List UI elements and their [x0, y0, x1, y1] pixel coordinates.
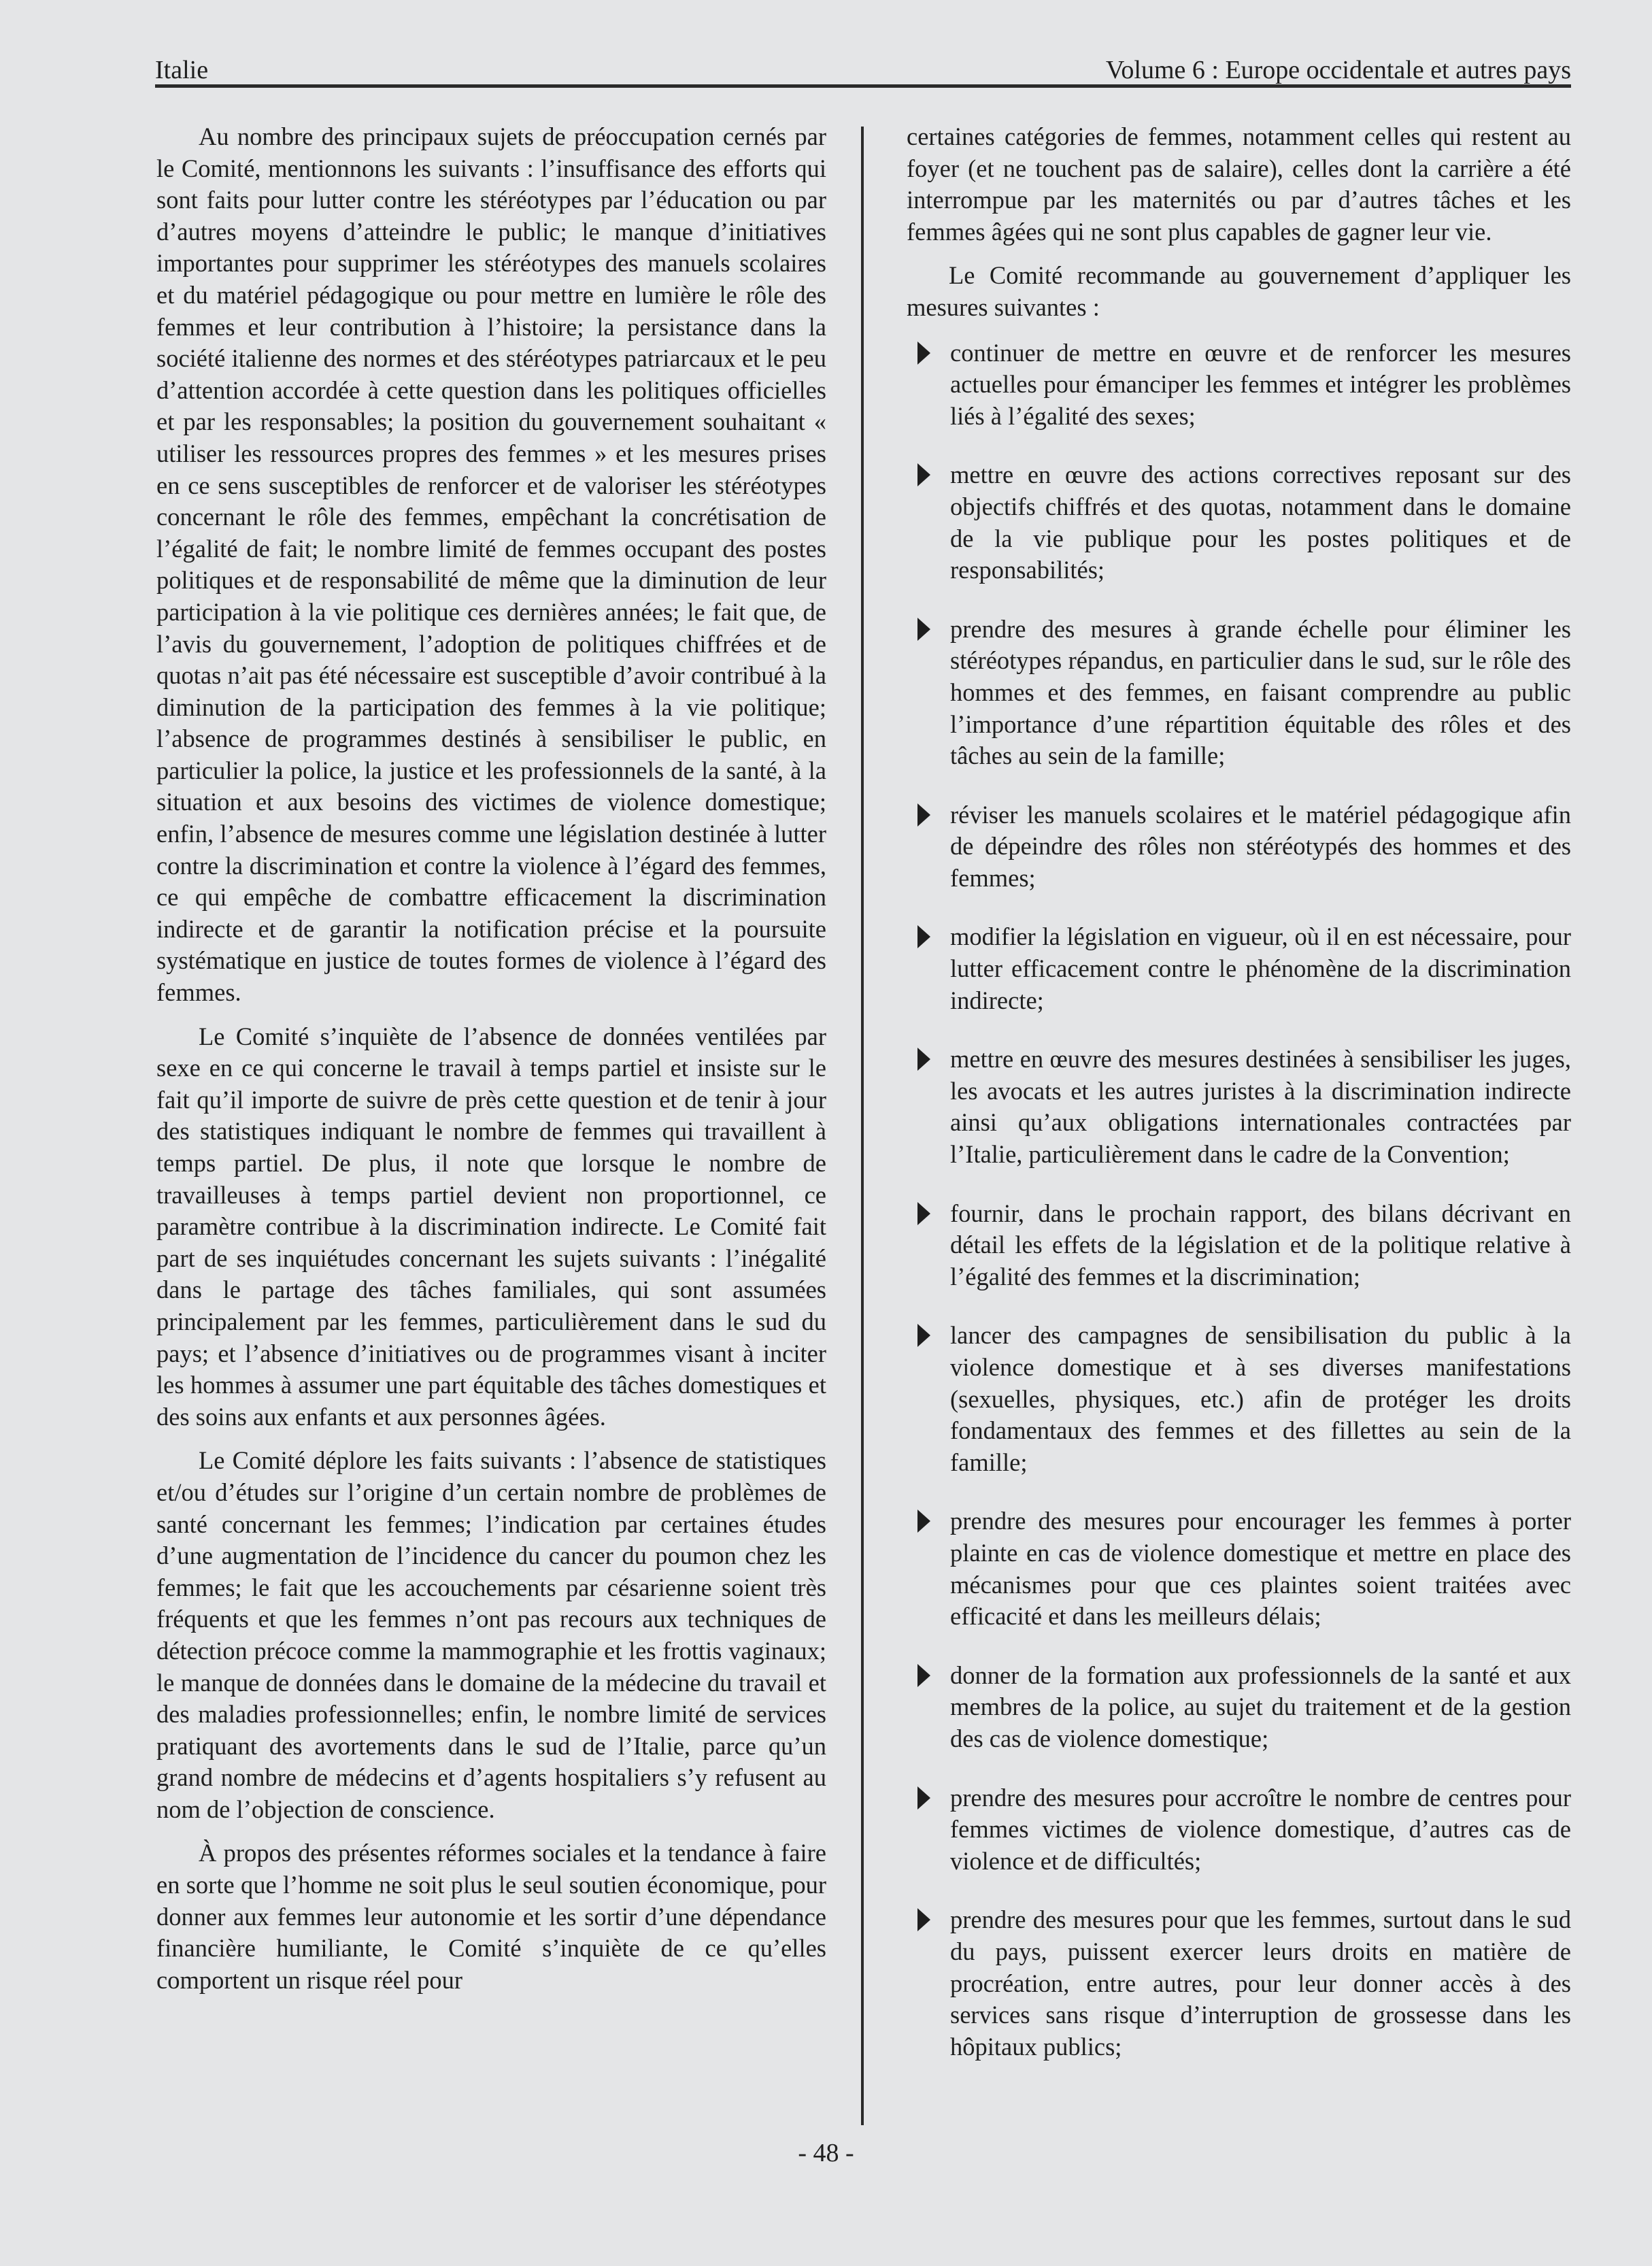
list-item — [907, 1904, 1571, 2063]
page-number: - 48 - — [798, 2139, 854, 2167]
recommendation-list — [907, 337, 1571, 2063]
list-item — [907, 459, 1571, 586]
list-item — [907, 1198, 1571, 1293]
list-item — [907, 1044, 1571, 1170]
list-item — [907, 614, 1571, 772]
column-divider — [861, 127, 864, 2125]
triangle-right-icon — [917, 1786, 930, 1810]
list-item-text: réviser les manuels scolaires et le matériel pédagogique afin de dépeindre des rôles non stéréotypés des hommes et des femmes; — [950, 800, 1571, 892]
triangle-right-icon — [917, 803, 930, 827]
triangle-right-icon — [917, 618, 930, 641]
list-item-text: prendre des mesures à grande échelle pour éliminer les stéréotypes répandus, en particulier dans le sud, sur le rôle des hommes et des femmes, en faisant comprendre au public l’importance d’une répartition équitable des rôles et des tâches au sein de la famille; — [950, 614, 1571, 770]
paragraph: À propos des présentes réformes sociales et la tendance à faire en sorte que l’homme ne soit plus le seul soutien économique, pour donner aux femmes leur autonomie et les sortir d’une dépendance financière humiliante, le Comité s’inquiète de ce qu’elles comportent un risque réel pour — [156, 1839, 826, 1994]
header-country: Italie — [155, 56, 209, 84]
right-column — [907, 121, 1571, 2090]
header-rule — [155, 84, 1571, 88]
paragraph-continuation: certaines catégories de femmes, notamment celles qui restent au foyer (et ne touchent pas de salaire), celles dont la carrière a été interrompue par les maternités ou par d’autres tâches et les femmes âgées qui ne sont plus capables de gagner leur vie. — [907, 122, 1571, 246]
paragraph: Au nombre des principaux sujets de préoccupation cernés par le Comité, mentionnons les suivants : l’insuffisance des efforts qui sont faits pour lutter contre les stéréotypes par l’éducation ou par d’autres moyens d’atteindre le public; le manque d’initiatives importantes pour supprimer les stéréotypes des manuels scolaires et du matériel pédagogique ou pour mettre en lumière le rôle des femmes et leur contribution à l’histoire; la persistance dans la société italienne des normes et des stéréotypes patriarcaux et le peu d’attention accordée à cette question dans les politiques officielles et par les responsables; la position du gouvernement souhaitant « utiliser les ressources propres des femmes » et les mesures prises en ce sens susceptibles de renforcer et de valoriser les stéréotypes concernant le rôle des femmes, empêchant la concrétisation de l’égalité de fait; le nombre limité de femmes occupant des postes politiques et de responsabilité de même que la diminution de leur participation à la vie politique ces dernières années; le fait que, de l’avis du gouvernement, l’adoption de politiques chiffrées et de quotas n’ait pas été nécessaire est susceptible d’avoir contribué à la diminution de la participation des femmes à la vie politique; l’absence de programmes destinés à sensibiliser le public, en particulier la police, la justice et les professionnels de la santé, à la situation et aux besoins des victimes de violence domestique; enfin, l’absence de mesures comme une législation destinée à lutter contre la discrimination et contre la violence à l’égard des femmes, ce qui empêche de combattre efficacement la discrimination indirecte et de garantir la notification précise et la poursuite systématique en justice de toutes formes de violence à l’égard des femmes. — [156, 122, 826, 1007]
list-item-text: mettre en œuvre des mesures destinées à sensibiliser les juges, les avocats et les autres juristes à la discrimination indirecte ainsi qu’aux obligations internationales contractées par l’Italie, particulièrement dans le cadre de la Convention; — [950, 1045, 1571, 1169]
paragraph: Le Comité déplore les faits suivants : l’absence de statistiques et/ou d’études sur l’origine d’un certain nombre de problèmes de santé concernant les femmes; l’indication par certaines études d’une augmentation de l’incidence du cancer du poumon chez les femmes; le fait que les accouchements par césarienne soient très fréquents et que les femmes n’ont pas recours aux techniques de détection précoce comme la mammographie et les frottis vaginaux; le manque de données dans le domaine de la médecine du travail et des maladies professionnelles; enfin, le nombre limité de services pratiquant des avortements dans le sud de l’Italie, parce qu’un grand nombre de médecins et d’agents hospitaliers s’y refusent au nom de l’objection de conscience. — [156, 1446, 826, 1823]
list-item-text: donner de la formation aux professionnels de la santé et aux membres de la police, au sujet du traitement et de la gestion des cas de violence domestique; — [950, 1661, 1571, 1752]
list-item — [907, 337, 1571, 433]
paragraph: Le Comité s’inquiète de l’absence de données ventilées par sexe en ce qui concerne le travail à temps partiel et insiste sur le fait qu’il importe de suivre de près cette question et de tenir à jour des statistiques indiquant le nombre de femmes qui travaillent à temps partiel. De plus, il note que lorsque le nombre de travailleuses à temps partiel devient non proportionnel, ce paramètre contribue à la discrimination indirecte. Le Comité fait part de ses inquiétudes concernant les sujets suivants : l’inégalité dans le partage des tâches familiales, qui sont assumées principalement par les femmes, particulièrement dans le sud du pays; et l’absence d’initiatives ou de programmes visant à inciter les hommes à assumer une part équitable des tâches domestiques et des soins aux enfants et aux personnes âgées. — [156, 1022, 826, 1431]
list-item-text: prendre des mesures pour que les femmes, surtout dans le sud du pays, puissent exercer leurs droits en matière de procréation, entre autres, pour leur donner accès à des services sans risque d’interruption de grossesse dans les hôpitaux publics; — [950, 1905, 1571, 2061]
left-column — [156, 121, 826, 2008]
list-item-text: prendre des mesures pour encourager les femmes à porter plainte en cas de violence domestique et mettre en place des mécanismes pour que ces plaintes soient traitées avec efficacité et dans les meilleurs délais; — [950, 1507, 1571, 1631]
triangle-right-icon — [917, 1664, 930, 1687]
list-item-text: lancer des campagnes de sensibilisation du public à la violence domestique et à ses diverses manifestations (sexuelles, physiques, etc.) afin de protéger les droits fondamentaux des femmes et des fillettes au sein de la famille; — [950, 1321, 1571, 1476]
page-header — [155, 45, 1571, 87]
list-item-text: continuer de mettre en œuvre et de renforcer les mesures actuelles pour émanciper les femmes et intégrer les problèmes liés à l’égalité des sexes; — [950, 338, 1571, 430]
triangle-right-icon — [917, 1048, 930, 1071]
triangle-right-icon — [917, 463, 930, 486]
triangle-right-icon — [917, 1324, 930, 1347]
list-item-text: modifier la législation en vigueur, où il en est nécessaire, pour lutter efficacement contre le phénomène de la discrimination indirecte; — [950, 922, 1571, 1014]
list-item-text: fournir, dans le prochain rapport, des bilans décrivant en détail les effets de la législation et de la politique relative à l’égalité des femmes et la discrimination; — [950, 1199, 1571, 1290]
list-item — [907, 1505, 1571, 1632]
list-item — [907, 1660, 1571, 1755]
triangle-right-icon — [917, 925, 930, 948]
list-item-text: mettre en œuvre des actions correctives reposant sur des objectifs chiffrés et des quotas, notamment dans le domaine de la vie publique pour les postes politiques et de responsabilités; — [950, 461, 1571, 584]
triangle-right-icon — [917, 341, 930, 365]
recommendation-intro: Le Comité recommande au gouvernement d’appliquer les mesures suivantes : — [907, 261, 1571, 321]
list-item-text: prendre des mesures pour accroître le nombre de centres pour femmes victimes de violence domestique, d’autres cas de violence et de difficultés; — [950, 1783, 1571, 1875]
list-item — [907, 799, 1571, 895]
list-item — [907, 921, 1571, 1016]
header-volume: Volume 6 : Europe occidentale et autres pays — [1105, 56, 1571, 84]
triangle-right-icon — [917, 1908, 930, 1931]
list-item — [907, 1320, 1571, 1478]
triangle-right-icon — [917, 1510, 930, 1533]
triangle-right-icon — [917, 1202, 930, 1225]
list-item — [907, 1782, 1571, 1878]
